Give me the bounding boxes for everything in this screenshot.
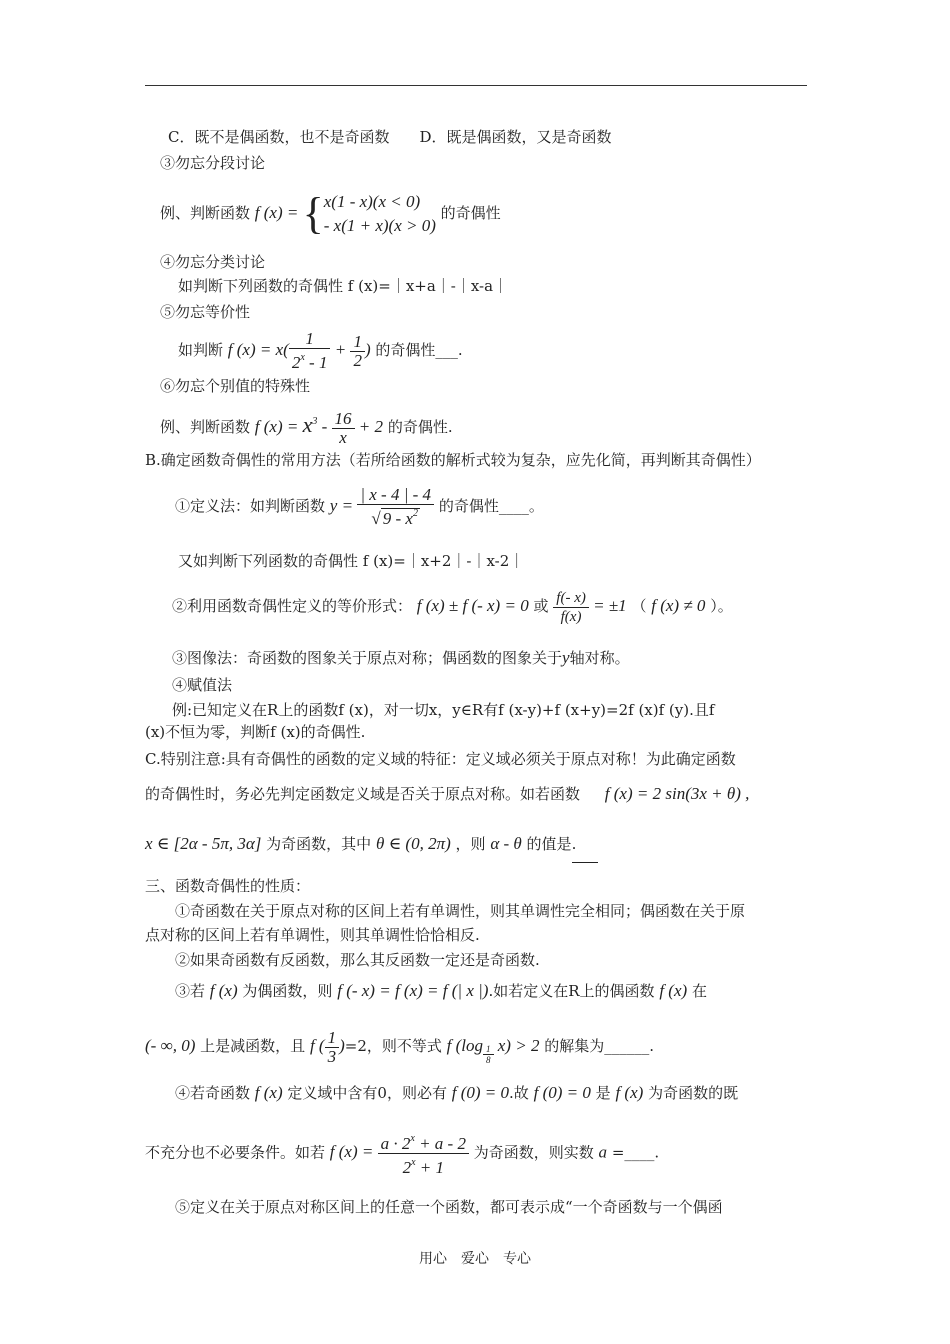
f-zero-equals-zero-2: f (0) = 0 <box>533 1083 591 1102</box>
f-zero-equals-zero: f (0) = 0 <box>451 1083 510 1102</box>
example-equivalence <box>178 330 463 372</box>
property-4-line2-text: 不充分也不必要条件。如若 <box>145 1143 326 1162</box>
example-special-label: 例、判断函数 <box>160 418 251 436</box>
fx-symbol: f (x) <box>209 981 238 1000</box>
property-3-prefix: ③若 <box>175 982 206 1000</box>
heading-piecewise: ③勿忘分段讨论 <box>160 154 266 172</box>
method-assignment: ④赋值法 <box>172 676 233 694</box>
page-footer: 用心 爱心 专心 <box>419 1251 531 1267</box>
assignment-example-2: (x)不恒为零，判断f (x)的奇偶性. <box>145 723 366 741</box>
assignment-example-1: 例:已知定义在R上的函数f (x)，对一切x，y∈R有f (x-y)+f (x+y)=2f (x)f (y).且f <box>172 701 715 719</box>
solution-set-text: 的解集为______. <box>544 1037 655 1055</box>
example-special-suffix: 的奇偶性. <box>387 418 453 436</box>
method-definition-label: ①定义法：如判断函数 <box>175 496 326 515</box>
method-graph: ③图像法：奇函数的图象关于原点对称；偶函数的图象关于y轴对称。 <box>172 648 630 667</box>
sin-formula: f (x) = 2 sin(3x + θ) , <box>604 784 750 803</box>
example-abs: 如判断下列函数的奇偶性 f (x)=｜x+a｜-｜x-a｜ <box>178 277 509 295</box>
section-c-line1: C.特别注意:具有奇偶性的函数的定义域的特征：定义域必须关于原点对称！为此确定函数 <box>145 750 736 768</box>
property-3-line2 <box>145 1026 654 1075</box>
property-5: ⑤定义在关于原点对称区间上的任意一个函数，都可表示成“一个奇函数与一个偶函 <box>175 1198 723 1216</box>
answer-blank: =____. <box>611 1143 660 1162</box>
piecewise-formula: f (x) = {x(1 - x)(x < 0) - x(1 + x)(x > 0) <box>254 189 436 238</box>
or-word: 或 <box>533 597 549 615</box>
method-graph-text: ③图像法：奇函数的图象关于原点对称；偶函数的图象关于 <box>172 649 563 667</box>
a-symbol: a <box>598 1142 608 1162</box>
example-piecewise-suffix: 的奇偶性 <box>440 203 501 222</box>
fx-symbol-3: f (x) <box>254 1083 283 1102</box>
property-3-even: 为偶函数，则 <box>242 982 333 1000</box>
property-2: ②如果奇函数有反函数，那么其反函数一定还是奇函数. <box>175 951 540 969</box>
section-3-heading: 三、函数奇偶性的性质： <box>145 877 311 895</box>
heading-equivalence: ⑤勿忘等价性 <box>160 303 251 321</box>
method-graph-suffix: 轴对称。 <box>569 649 630 667</box>
example-abs-2: 又如判断下列函数的奇偶性 f (x)=｜x+2｜-｜x-2｜ <box>178 552 525 570</box>
nonzero-condition: f (x) ≠ 0 <box>651 596 706 615</box>
value-text: 的值是 <box>526 835 572 853</box>
heading-special-value: ⑥勿忘个别值的特殊性 <box>160 377 311 395</box>
section-c-line3: x ∈ [2α - 5π, 3α] 为奇函数，其中 θ ∈ (0, 2π) ，则 α - θ 的值是. <box>145 826 598 863</box>
property-4-line1 <box>175 1075 738 1111</box>
property-3-at: 在 <box>691 982 707 1000</box>
method-definition-suffix: 的奇偶性____。 <box>438 496 544 515</box>
interval-formula: (- ∞, 0) <box>145 1036 196 1055</box>
paren-open: （ <box>631 597 647 615</box>
method-equivalent-label: ②利用函数奇偶性定义的等价形式： <box>172 597 413 615</box>
log-inequality: f (log $_{\frac{1}{8}}$ x) > 2 <box>446 1036 540 1066</box>
even-identity: f (- x) = f (x) = f (| x |) <box>337 981 489 1000</box>
example-piecewise-label: 例、判断函数 <box>160 203 251 222</box>
real-a-text: 为奇函数，则实数 <box>473 1143 594 1162</box>
then-text: ，则 <box>455 835 486 853</box>
property-4-line2 <box>145 1130 659 1177</box>
alpha-minus-theta: α - θ <box>490 834 522 853</box>
property-4-domain: 定义域中含有0，则必有 <box>287 1084 447 1102</box>
example-equivalence-suffix: 的奇偶性___. <box>375 340 463 359</box>
option-cd: C．既不是偶函数，也不是奇函数 D．既是偶函数，又是奇函数 <box>168 128 612 146</box>
theta-range: θ ∈ (0, 2π) <box>375 834 451 853</box>
decreasing-text: 上是减函数，且 <box>200 1037 306 1055</box>
method-definition <box>175 486 544 528</box>
f-one-third: f ( $\frac{1}{3}$ ) <box>309 1027 345 1066</box>
parametric-formula: f (x) = $\frac{a \cdot 2^x + a - 2}{2^x + 1}$ <box>330 1142 469 1161</box>
fx-symbol-2: f (x) <box>659 981 688 1000</box>
inequality-text: =2，则不等式 <box>344 1037 442 1055</box>
property-4-prefix: ④若奇函数 <box>175 1084 251 1102</box>
section-c-line2-text: 的奇偶性时，务必先判定函数定义域是否关于原点对称。如若函数 <box>145 785 581 803</box>
method-equivalent-form <box>172 588 733 626</box>
property-1-line2: 点对称的区间上若有单调性，则其单调性恰恰相反. <box>145 926 480 944</box>
odd-function-text: 为奇函数，其中 <box>266 835 372 853</box>
example-equivalence-label: 如判断 <box>178 340 224 359</box>
special-value-formula: f $(x) = x^3$ - $\frac{16}{x}$ + 2 <box>254 408 384 447</box>
is-text: 是 <box>595 1084 611 1102</box>
property-3-example: .如若定义在R上的偶函数 <box>488 982 655 1000</box>
header-rule <box>145 85 807 86</box>
heading-classify: ④勿忘分类讨论 <box>160 253 266 271</box>
definition-formula: y = $\frac{| x - 4 | - 4}{√ 9 - x^2}$ <box>330 496 434 515</box>
example-special-value <box>160 404 453 447</box>
equivalent-formula-2: $\frac{f(- x)}{f(x)}$ = ±1 <box>553 596 626 615</box>
equivalent-formula-1: f (x) ± f (- x) = 0 <box>416 596 529 615</box>
equivalence-formula: f (x) = x( $\frac{1}{2^x - 1}$ + $\frac{1}{2}$ ) <box>227 329 371 372</box>
property-3-line1 <box>175 973 707 1009</box>
fx-symbol-4: f (x) <box>615 1083 644 1102</box>
section-c-line2 <box>145 776 749 812</box>
domain-formula: x ∈ [2α - 5π, 3α] <box>145 834 262 853</box>
property-1-line1: ①奇函数在关于原点对称的区间上若有单调性，则其单调性完全相同；偶函数在关于原 <box>175 902 746 920</box>
section-b-heading: B.确定函数奇偶性的常用方法（若所给函数的解析式较为复杂，应先化简，再判断其奇偶性） <box>145 451 761 469</box>
example-piecewise <box>160 190 501 238</box>
therefore-text: .故 <box>509 1084 529 1102</box>
paren-close: ）。 <box>710 597 733 615</box>
property-4-suffix: 为奇函数的既 <box>648 1084 739 1102</box>
